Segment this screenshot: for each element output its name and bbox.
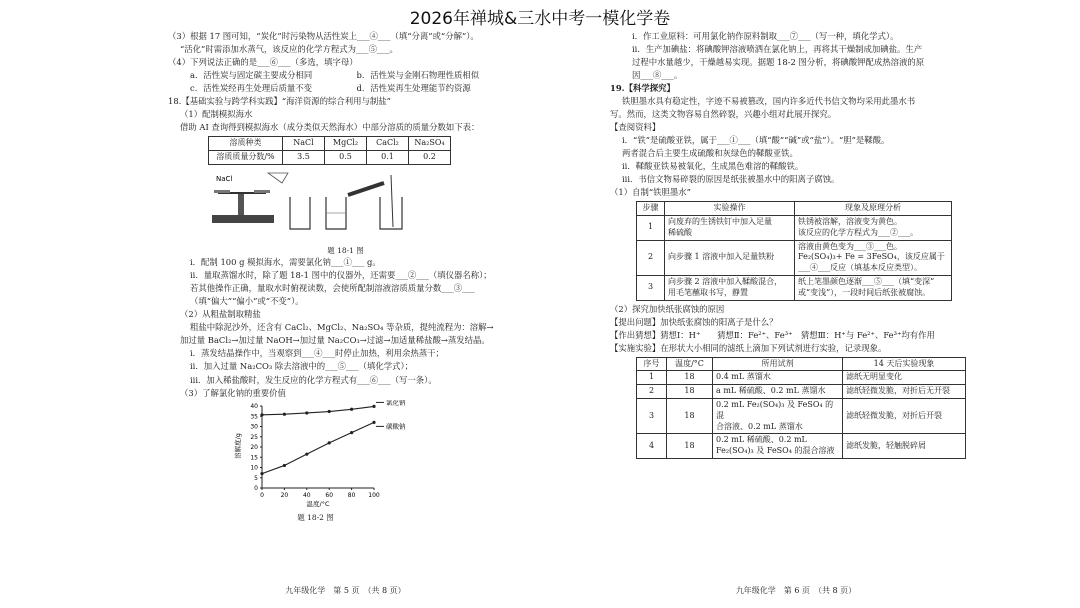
option-a: a．活性炭与固定碳主要成分相同: [190, 70, 313, 81]
text-line: 【实施实验】在形状大小相同的滤纸上滴加下列试剂进行实验，记录现象。: [610, 342, 887, 353]
subheading: （3）了解氯化钠的重要价值: [180, 387, 286, 398]
table-cell: 滤纸轻微发脆，对折后开裂: [843, 399, 966, 434]
table-row: [637, 240, 952, 275]
table-header: 步骤: [637, 202, 665, 216]
option-row: [168, 69, 523, 82]
text-line: i．作工业原料：可用氯化钠作原料制取___⑦___（写一种，填化学式）。: [632, 31, 899, 41]
corrosion-experiment-table: [636, 357, 966, 459]
table-header: 实验操作: [665, 202, 795, 216]
y-tick-label: 15: [250, 453, 258, 461]
table-row: [637, 275, 952, 300]
beaker-icon: [290, 197, 310, 229]
subheading: 【查阅资料】: [610, 122, 661, 133]
exam-page-5: [168, 30, 523, 605]
text-line: i．配制 100 g 模拟海水，需要氯化钠___①___ g。: [190, 257, 381, 268]
data-point: [260, 413, 263, 416]
text-line: 加过量 BaCl₂→加过量 NaOH→加过量 Na₂CO₃→过滤→加适量稀盐酸→蒸发结晶。: [180, 335, 490, 346]
subheading: （1）自制“铁胆墨水”: [610, 187, 691, 198]
text-line: 粗盐中除泥沙外，还含有 CaCl₂、MgCl₂、Na₂SO₄ 等杂质，提纯流程为：溶解→: [190, 322, 494, 333]
table-row: [637, 385, 966, 399]
question-18-heading: 18.【基础实验与跨学科实践】“海洋资源的综合利用与制盐”: [168, 96, 391, 107]
text-line: （4）下列说法正确的是___⑥___（多选，填字母）: [168, 57, 358, 68]
cell-line: 向废弃的生锈铁钉中加入足量: [668, 217, 772, 226]
cell-line: 用毛笔蘸取书写，静置: [668, 287, 748, 297]
table-cell: 2: [637, 385, 667, 399]
data-point: [283, 412, 286, 415]
solubility-chart: [234, 400, 434, 508]
cell-line: Fe₂(SO₄)₃+ Fe = 3FeSO₄，该反应属于: [798, 252, 945, 262]
x-tick-label: 0: [260, 491, 264, 499]
text-line: ii．鞣酸亚铁易被氧化，生成黑色难溶的鞣酸铁。: [622, 161, 804, 172]
data-point: [328, 441, 331, 444]
text-line: 过程中水量越少，干燥越易实现。据题 18-2 图分析，将碘酸钾配成热溶液的原: [632, 57, 925, 68]
y-tick-label: 10: [250, 464, 258, 472]
table-cell: 0.1: [367, 150, 409, 164]
cell-line: 或“变浅”），一段时间后纸张被腐蚀。: [798, 287, 931, 297]
cell-line: ___④___反应（填基本反应类型）。: [798, 263, 922, 273]
text-line: 若其他操作正确，量取水时俯视读数，会使所配制溶液溶质质量分数___③___: [190, 283, 475, 294]
table-header: 溶质种类: [209, 137, 283, 151]
cell-line: 溶液由黄色变为___③___色。: [798, 241, 902, 251]
cell-line: Fe₂(SO₄)₃ 及 FeSO₄ 的混合溶液: [716, 446, 835, 456]
table-cell: 向步骤 1 溶液中加入足量铁粉: [665, 240, 795, 275]
nacl-label: NaCl: [216, 174, 233, 183]
subheading: （2）探究加快纸张腐蚀的原因: [610, 303, 725, 314]
table-row: [637, 399, 966, 434]
cell-line: 合溶液、0.2 mL 蒸馏水: [716, 421, 803, 431]
table-header: 所用试剂: [713, 357, 843, 371]
text-line: 铁胆墨水具有稳定性，字迹不易被篡改，国内许多近代书信文物均采用此墨水书: [622, 96, 916, 107]
option-b: b．活性炭与金刚石物理性质相似: [356, 70, 480, 81]
table-cell: 18: [667, 434, 713, 459]
table-cell: 溶质质量分数/%: [209, 150, 283, 164]
y-tick-label: 35: [250, 412, 258, 420]
text-line: i．“铁”是硫酸亚铁，属于___①___（填“酸”“碱”或“盐”）。“胆”是鞣酸。: [622, 135, 890, 146]
table-cell: 18: [667, 385, 713, 399]
y-tick-label: 0: [254, 484, 258, 492]
table-cell: [713, 434, 843, 459]
table-cell: 0.5: [325, 150, 367, 164]
x-tick-label: 20: [280, 491, 289, 499]
balance-base: [212, 215, 274, 223]
exam-page-6: [610, 30, 982, 605]
y-tick-label: 30: [250, 423, 258, 431]
x-tick-label: 60: [325, 491, 334, 499]
data-point: [372, 420, 375, 423]
text-line: ii．量取蒸馏水时，除了题 18-1 图中的仪器外，还需要___②___（填仪器名称）；: [190, 270, 492, 281]
legend-label: 碳酸钠: [386, 421, 406, 430]
text-line: （填“偏大”“偏小”或“不变”）。: [190, 296, 304, 307]
subheading: （2）从粗盐制取精盐: [180, 309, 261, 320]
data-point: [372, 404, 375, 407]
data-point: [305, 411, 308, 414]
figure-caption: 题 18-1 图: [327, 245, 364, 255]
data-point: [350, 407, 353, 410]
table-cell: 2: [637, 240, 665, 275]
table-cell: [665, 275, 795, 300]
series-line-2: [262, 422, 374, 473]
text-line: 写。然而，这类文物容易自然碎裂，兴趣小组对此展开探究。: [610, 109, 837, 120]
table-cell: 4: [637, 434, 667, 459]
text-line: i．蒸发结晶操作中，当观察到___④___时停止加热，利用余热蒸干；: [190, 348, 444, 359]
option-d: d．活性炭再生处理能节约资源: [356, 83, 471, 94]
balance-pan-left: [214, 190, 230, 193]
x-tick-label: 40: [302, 491, 311, 499]
cell-line: 向步骤 2 溶液中加入鞣酸混合，: [668, 276, 783, 286]
y-tick-label: 25: [250, 433, 258, 441]
data-point: [328, 409, 331, 412]
text-line: 【提出问题】加快纸张腐蚀的阳离子是什么？: [610, 316, 778, 327]
graduated-cylinder-icon: [348, 183, 384, 195]
text-line: ii．加入过量 Na₂CO₃ 除去溶液中的___⑤___（填化学式）；: [190, 361, 414, 372]
table-cell: 滤纸发脆，轻触脱碎屑: [843, 434, 966, 459]
table-cell: 滤纸轻微发脆，对折后无开裂: [843, 385, 966, 399]
table-cell: [795, 216, 952, 241]
lab-apparatus-figure: [208, 169, 428, 241]
chart-series: [260, 400, 406, 475]
table-cell: 1: [637, 371, 667, 385]
table-header: 温度/°C: [667, 357, 713, 371]
cell-line: 稀硫酸: [668, 227, 692, 237]
text-line: （3）根据 17 图可知，“炭化”时污染物从活性炭上___④___（填“分离”或“分解”）。: [168, 31, 479, 41]
text-line: iii．加入稀盐酸时，发生反应的化学方程式有___⑥___（写一条）。: [190, 374, 437, 385]
text-line: “活化”时需添加水蒸气，该反应的化学方程式为___⑤___。: [180, 44, 398, 55]
x-axis-label: 温度/°C: [306, 499, 330, 508]
question-19-heading: 19.【科学探究】: [610, 83, 675, 94]
table-row: [637, 216, 952, 241]
table-cell: 0.4 mL 蒸馏水: [713, 371, 843, 385]
text-line: ii．生产加碘盐：将碘酸钾溶液喷洒在氯化钠上，再将其干燥制成加碘盐。生产: [632, 44, 923, 55]
table-cell: [795, 240, 952, 275]
table-header: 序号: [637, 357, 667, 371]
text-line: 【作出猜想】猜想Ⅰ：H⁺ 猜想Ⅱ：Fe²⁺、Fe³⁺ 猜想Ⅲ：H⁺与 Fe²⁺、Fe³⁺均有作用: [610, 329, 935, 340]
text-line: 借助 AI 查询得到模拟海水（成分类似天然海水）中部分溶质的质量分数如下表：: [180, 122, 480, 133]
text-line: 两者混合后主要生成硫酸和灰绿色的鞣酸亚铁。: [622, 148, 798, 159]
data-point: [260, 472, 263, 475]
seawater-table: [208, 136, 451, 165]
table-cell: [795, 275, 952, 300]
document-title: 2026年禅城&三水中考一模化学卷: [409, 9, 671, 29]
text-line: iii．书信文物易碎裂的原因是纸张被墨水中的阳离子腐蚀。: [622, 174, 840, 185]
y-axis-label: 溶解度/g: [234, 432, 242, 459]
table-header: CaCl₂: [367, 137, 409, 151]
table-header: 14 天后实验现象: [843, 357, 966, 371]
weighing-paper-icon: [268, 173, 288, 183]
figure-caption: 题 18-2 图: [297, 512, 334, 522]
table-row: [637, 434, 966, 459]
cell-line: 铁锈被溶解，溶液变为黄色。: [798, 217, 902, 226]
balance-pan-right: [254, 190, 270, 193]
table-cell: 18: [667, 371, 713, 385]
table-header: NaCl: [283, 137, 325, 151]
x-tick-label: 100: [368, 491, 380, 499]
subheading: （1）配制模拟海水: [180, 109, 253, 120]
table-header: MgCl₂: [325, 137, 367, 151]
table-header: 现象及原理分析: [795, 202, 952, 216]
table-row: [637, 371, 966, 385]
data-point: [350, 431, 353, 434]
data-point: [305, 452, 308, 455]
series-line-1: [262, 406, 374, 414]
y-tick-label: 5: [254, 474, 258, 482]
legend-label: 氯化钠: [386, 399, 406, 406]
balance-stand: [238, 193, 244, 215]
table-cell: 3: [637, 275, 665, 300]
table-cell: a mL 稀硫酸、0.2 mL 蒸馏水: [713, 385, 843, 399]
option-row: [168, 82, 523, 95]
page-footer: 九年级化学 第 6 页 （共 8 页）: [735, 585, 857, 595]
cell-line: 0.2 mL Fe₂(SO₄)₃ 及 FeSO₄ 的混: [716, 400, 834, 420]
beaker-icon: [380, 197, 402, 229]
option-c: c．活性炭经再生处理后质量不变: [190, 83, 312, 94]
table-header: Na₂SO₄: [409, 137, 451, 151]
x-tick-label: 80: [347, 491, 356, 499]
y-tick-label: 20: [250, 443, 258, 451]
text-line: 因___⑧___。: [632, 70, 683, 81]
table-cell: 3: [637, 399, 667, 434]
page-footer: 九年级化学 第 5 页 （共 8 页）: [285, 585, 406, 595]
data-point: [283, 463, 286, 466]
table-cell: 1: [637, 216, 665, 241]
table-cell: 滤纸无明显变化: [843, 371, 966, 385]
cell-line: 纸上笔墨颜色逐渐___⑤___（填“变深”: [798, 276, 935, 286]
y-tick-label: 40: [250, 402, 258, 410]
ink-experiment-table: [636, 201, 952, 300]
table-cell: 3.5: [283, 150, 325, 164]
table-cell: 0.2: [409, 150, 451, 164]
cell-line: 该反应的化学方程式为___②___。: [798, 227, 918, 237]
cell-line: 0.2 mL 稀硫酸、0.2 mL: [716, 435, 807, 445]
table-cell: [713, 399, 843, 434]
table-cell: 18: [667, 399, 713, 434]
glass-rod-icon: [391, 175, 393, 227]
table-cell: [665, 216, 795, 241]
